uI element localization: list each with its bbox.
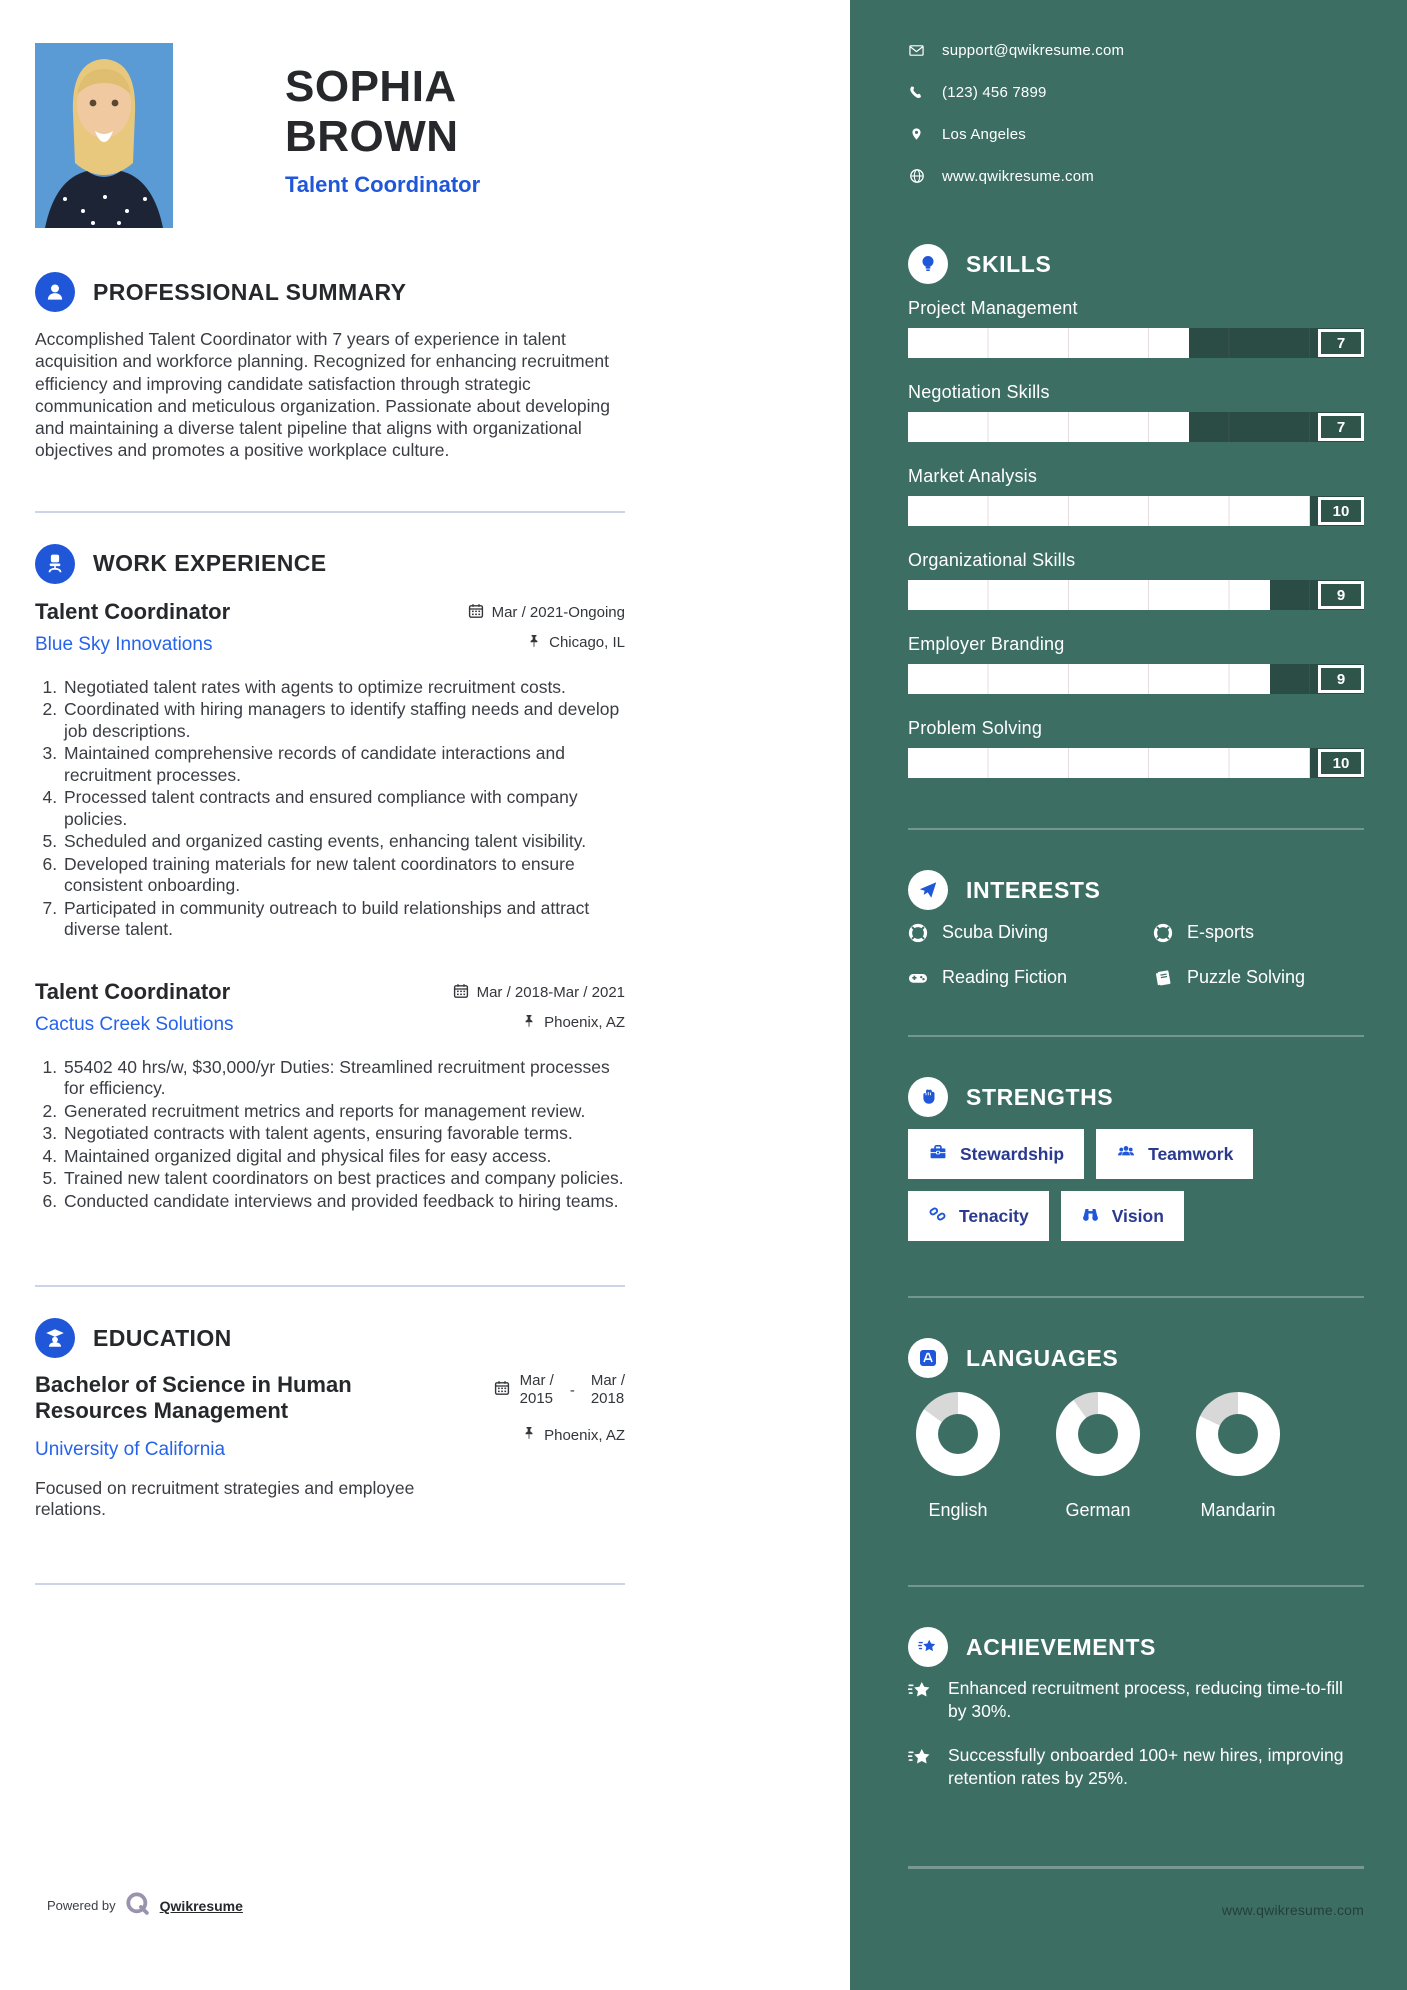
work-heading-label: WORK EXPERIENCE <box>93 550 327 577</box>
strength-chip <box>1096 1129 1253 1179</box>
profile-photo <box>35 43 173 228</box>
divider <box>908 1296 1364 1298</box>
education-meta <box>494 1372 625 1520</box>
skill-item <box>908 634 1364 694</box>
job-bullet: 3. Maintained comprehensive records of candidate interactions and recruitment processes. <box>62 743 625 786</box>
interest-label: Scuba Diving <box>942 922 1049 942</box>
education-note: Focused on recruitment strategies and employee relations. <box>35 1478 415 1520</box>
job-bullet: 3. Negotiated contracts with talent agents, ensuring favorable terms. <box>62 1123 625 1145</box>
language-item <box>916 1392 1000 1521</box>
interest-item <box>1153 967 1364 988</box>
job-bullet-list <box>35 677 625 941</box>
map-pin-icon <box>908 126 925 142</box>
strength-label: Teamwork <box>1148 1143 1234 1164</box>
qwikresume-logo-icon <box>125 1891 151 1920</box>
job-title: Talent Coordinator <box>35 598 231 624</box>
skill-level-badge: 10 <box>1318 497 1364 525</box>
office-chair-icon <box>35 544 75 584</box>
skill-bar <box>908 328 1364 358</box>
contact-location-row <box>908 124 1364 144</box>
life-ring-icon <box>908 923 928 943</box>
language-label: Mandarin <box>1200 1500 1276 1520</box>
contact-location: Los Angeles <box>942 125 1026 143</box>
skills-section-heading <box>908 244 1364 284</box>
language-donut-chart <box>1056 1392 1140 1476</box>
contact-website-row <box>908 166 1364 186</box>
job-bullet: 6. Conducted candidate interviews and provided feedback to hiring teams. <box>62 1191 625 1213</box>
shooting-star-icon <box>908 1627 948 1667</box>
summary-heading-label: PROFESSIONAL SUMMARY <box>93 278 407 305</box>
binoculars-icon <box>1081 1205 1100 1228</box>
skill-name: Organizational Skills <box>908 550 1076 570</box>
education-location: Phoenix, AZ <box>544 1426 625 1444</box>
pushpin-icon <box>522 1426 536 1444</box>
chain-icon <box>928 1205 947 1228</box>
team-icon <box>1116 1143 1136 1166</box>
strength-list <box>908 1129 1364 1253</box>
header <box>35 0 625 228</box>
job-company-link[interactable]: Blue Sky Innovations <box>35 633 213 655</box>
divider <box>908 828 1364 830</box>
skill-bar <box>908 748 1364 778</box>
job-title: Talent Coordinator <box>35 978 231 1004</box>
header-job-title: Talent Coordinator <box>285 172 481 197</box>
job-bullet-list <box>35 1057 625 1213</box>
language-donut-chart <box>1196 1392 1280 1476</box>
education-section-heading <box>35 1318 625 1358</box>
shooting-star-icon <box>908 1679 932 1722</box>
lightbulb-icon <box>908 244 948 284</box>
book-icon <box>1153 968 1173 988</box>
language-list <box>908 1392 1364 1521</box>
translate-icon <box>908 1338 948 1378</box>
job-bullet: 1. 55402 40 hrs/w, $30,000/yr Duties: Streamlined recruitment processes for efficiency. <box>62 1057 625 1100</box>
skill-name: Project Management <box>908 298 1078 318</box>
interests-heading-label: INTERESTS <box>966 876 1101 903</box>
job-company-link[interactable]: Cactus Creek Solutions <box>35 1013 234 1035</box>
divider <box>35 511 625 513</box>
job-bullet: 6. Developed training materials for new talent coordinators to ensure consistent onboarding. <box>62 854 625 897</box>
work-section-heading <box>35 544 625 584</box>
briefcase-icon <box>928 1143 948 1166</box>
language-item <box>1196 1392 1280 1521</box>
skill-bar <box>908 412 1364 442</box>
skill-level-badge: 7 <box>1318 413 1364 441</box>
job-meta <box>453 979 625 1036</box>
divider <box>908 1035 1364 1037</box>
skill-name: Problem Solving <box>908 718 1043 738</box>
achievement-list <box>908 1677 1364 1789</box>
contact-website[interactable]: www.qwikresume.com <box>942 167 1094 185</box>
strengths-heading-label: STRENGTHS <box>966 1083 1114 1110</box>
interests-section-heading <box>908 870 1364 910</box>
skill-bar <box>908 664 1364 694</box>
contact-phone-row <box>908 82 1364 102</box>
pushpin-icon <box>527 634 541 652</box>
education-heading-label: EDUCATION <box>93 1324 232 1351</box>
language-donut-chart <box>916 1392 1000 1476</box>
job-bullet: 2. Coordinated with hiring managers to identify staffing needs and develop job descriptions. <box>62 699 625 742</box>
skill-item <box>908 466 1364 526</box>
skill-level-badge: 9 <box>1318 581 1364 609</box>
job-bullet: 7. Participated in community outreach to build relationships and attract diverse talent. <box>62 898 625 941</box>
skill-level-badge: 10 <box>1318 749 1364 777</box>
divider <box>35 1583 625 1585</box>
skills-heading-label: SKILLS <box>966 250 1052 277</box>
education-entry <box>35 1372 625 1520</box>
summary-section-heading <box>35 272 625 312</box>
sidebar <box>850 0 1407 1990</box>
job-meta <box>468 599 625 656</box>
powered-by <box>47 1891 243 1920</box>
job-location: Chicago, IL <box>549 634 625 652</box>
paper-plane-icon <box>908 870 948 910</box>
page-title-name: SOPHIA BROWN <box>285 62 459 161</box>
achievements-heading-label: ACHIEVEMENTS <box>966 1633 1156 1660</box>
skill-item <box>908 298 1364 358</box>
strength-chip <box>908 1191 1049 1241</box>
pushpin-icon <box>522 1014 536 1032</box>
job-date: Mar / 2021-Ongoing <box>491 604 625 622</box>
job-bullet: 5. Trained new talent coordinators on best practices and company policies. <box>62 1168 625 1190</box>
interest-label: Puzzle Solving <box>1187 967 1306 987</box>
job-location: Phoenix, AZ <box>544 1014 625 1032</box>
language-label: English <box>928 1500 988 1520</box>
divider <box>908 1866 1364 1869</box>
calendar-icon <box>494 1380 510 1400</box>
qwikresume-brand-link[interactable]: Qwikresume <box>159 1897 243 1914</box>
skill-item <box>908 382 1364 442</box>
strength-chip <box>908 1129 1084 1179</box>
skill-name: Negotiation Skills <box>908 382 1050 402</box>
calendar-icon <box>468 603 484 623</box>
sidebar-footer <box>908 1866 1364 1918</box>
language-label: German <box>1065 1500 1131 1520</box>
interest-label: E-sports <box>1187 922 1255 942</box>
education-date-end: Mar / 2018 <box>590 1372 625 1408</box>
job-bullet: 2. Generated recruitment metrics and reports for management review. <box>62 1101 625 1123</box>
degree-title: Bachelor of Science in Human Resources Management <box>35 1372 352 1424</box>
globe-icon <box>908 168 925 184</box>
skill-name: Market Analysis <box>908 466 1038 486</box>
person-icon <box>35 272 75 312</box>
job-bullet: 5. Scheduled and organized casting events, enhancing talent visibility. <box>62 831 625 853</box>
strength-label: Vision <box>1111 1205 1164 1226</box>
contact-email[interactable]: support@qwikresume.com <box>942 41 1125 59</box>
identity-block <box>285 0 625 228</box>
watermark-link[interactable]: www.qwikresume.com <box>1221 1902 1364 1918</box>
achievement-item <box>908 1744 1364 1789</box>
education-date-start: Mar / 2015 <box>519 1372 554 1408</box>
strength-label: Stewardship <box>960 1143 1065 1164</box>
interest-item <box>908 922 1153 943</box>
interest-list <box>908 922 1364 988</box>
powered-by-label: Powered by <box>47 1898 116 1913</box>
profile-photo-illustration <box>35 43 173 228</box>
interest-label: Reading Fiction <box>942 967 1068 987</box>
achievement-text: Successfully onboarded 100+ new hires, improving retention rates by 25%. <box>948 1745 1344 1788</box>
strength-label: Tenacity <box>959 1205 1029 1226</box>
skill-name: Employer Branding <box>908 634 1065 654</box>
achievement-item <box>908 1677 1364 1722</box>
divider <box>35 1285 625 1287</box>
education-date-separator: - <box>569 1381 575 1399</box>
strengths-section-heading <box>908 1077 1364 1117</box>
skill-list <box>908 298 1364 778</box>
phone-icon <box>908 85 925 100</box>
job-date: Mar / 2018-Mar / 2021 <box>476 984 625 1002</box>
calendar-icon <box>453 983 469 1003</box>
strength-chip <box>1061 1191 1184 1241</box>
interest-item <box>908 967 1153 988</box>
divider <box>908 1585 1364 1587</box>
job-bullet: 4. Processed talent contracts and ensured compliance with company policies. <box>62 787 625 830</box>
languages-heading-label: LANGUAGES <box>966 1344 1119 1371</box>
languages-section-heading <box>908 1338 1364 1378</box>
job-entry <box>35 979 625 1213</box>
fist-icon <box>908 1077 948 1117</box>
envelope-icon <box>908 43 925 58</box>
skill-level-badge: 7 <box>1318 329 1364 357</box>
skill-level-badge: 9 <box>1318 665 1364 693</box>
contact-email-row <box>908 40 1364 60</box>
job-bullet: 4. Maintained organized digital and physical files for easy access. <box>62 1146 625 1168</box>
interest-item <box>1153 922 1364 943</box>
contact-phone[interactable]: (123) 456 7899 <box>942 83 1047 101</box>
job-bullet: 1. Negotiated talent rates with agents to optimize recruitment costs. <box>62 677 625 699</box>
skill-item <box>908 718 1364 778</box>
gamepad-icon <box>908 968 928 988</box>
achievement-text: Enhanced recruitment process, reducing time-to-fill by 30%. <box>948 1678 1343 1721</box>
summary-text: Accomplished Talent Coordinator with 7 years of experience in talent acquisition and workforce planning. Recognized for enhancing recruitment efficiency and improving candidate satisfaction through strategic communication and meticulous organization. Passionate about developing and maintaining a diverse talent pipeline that aligns with organizational objectives and promotes a positive workplace culture. <box>35 329 610 461</box>
shooting-star-icon <box>908 1746 932 1789</box>
skill-item <box>908 550 1364 610</box>
graduate-icon <box>35 1318 75 1358</box>
job-entry <box>35 599 625 941</box>
language-item <box>1056 1392 1140 1521</box>
achievements-section-heading <box>908 1627 1364 1667</box>
skill-bar <box>908 580 1364 610</box>
school-link[interactable]: University of California <box>35 1439 226 1461</box>
life-ring-icon <box>1153 923 1173 943</box>
skill-bar <box>908 496 1364 526</box>
